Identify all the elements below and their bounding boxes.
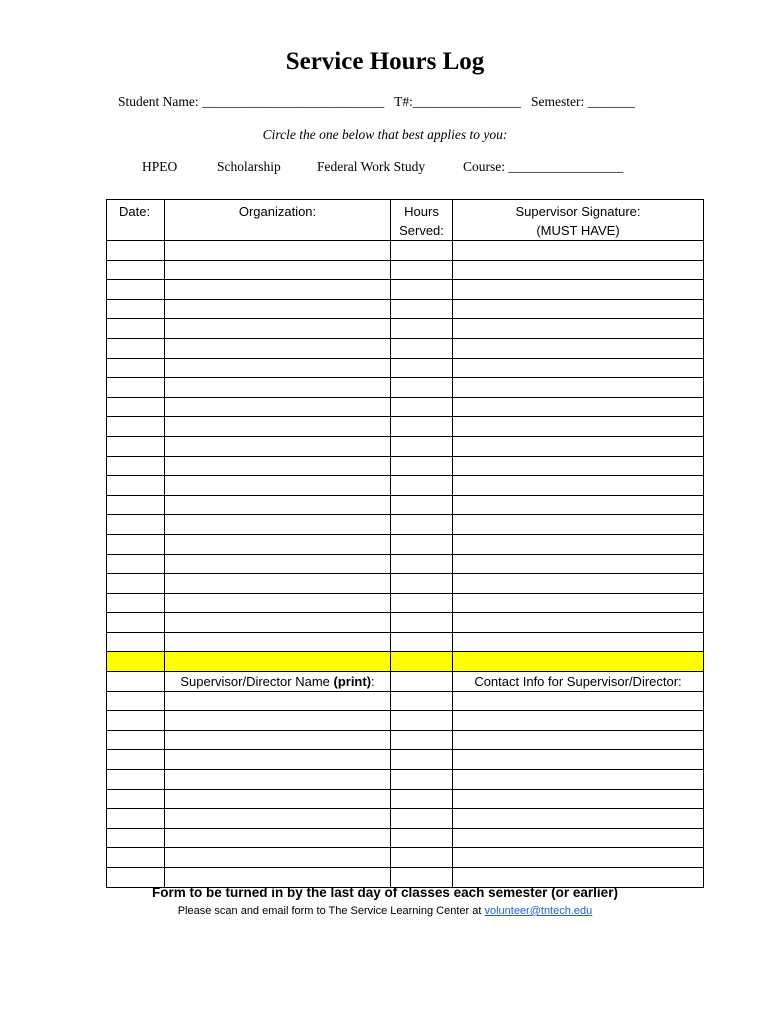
table-row (107, 319, 704, 339)
hours-served-column-header: Hours Served: (391, 200, 453, 241)
date-cell[interactable] (107, 299, 165, 319)
email-link[interactable]: volunteer@tntech.edu (484, 905, 593, 917)
organization-cell[interactable] (165, 848, 391, 868)
organization-cell[interactable] (165, 476, 391, 496)
organization-cell[interactable] (165, 436, 391, 456)
option-hpeo[interactable]: HPEO (142, 159, 178, 174)
date-cell[interactable] (107, 750, 165, 770)
signature-cell[interactable] (453, 789, 704, 809)
supervisor-name-header: Supervisor/Director Name (print): (165, 672, 391, 692)
signature-cell[interactable] (453, 397, 704, 417)
table-row (107, 613, 704, 633)
submission-note (0, 905, 770, 917)
organization-cell[interactable] (165, 515, 391, 535)
page-title: Service Hours Log (285, 48, 485, 75)
date-cell[interactable] (107, 319, 165, 339)
date-cell[interactable] (107, 495, 165, 515)
option-federal-work-study[interactable]: Federal Work Study (317, 159, 426, 174)
organization-cell[interactable] (165, 397, 391, 417)
organization-cell[interactable] (165, 828, 391, 848)
date-cell[interactable] (107, 770, 165, 790)
hours-cell[interactable] (391, 280, 453, 300)
date-cell[interactable] (107, 417, 165, 437)
signature-cell[interactable] (453, 436, 704, 456)
signature-cell[interactable] (453, 730, 704, 750)
organization-cell[interactable] (165, 358, 391, 378)
table-row (107, 378, 704, 398)
organization-cell[interactable] (165, 613, 391, 633)
table-row (107, 691, 704, 711)
table-row (107, 770, 704, 790)
signature-cell[interactable] (453, 515, 704, 535)
hours-cell[interactable] (391, 632, 453, 652)
signature-cell[interactable] (453, 358, 704, 378)
signature-cell[interactable] (453, 338, 704, 358)
signature-cell[interactable] (453, 554, 704, 574)
submission-note-text: Please scan and email form to The Service Learning Center at (177, 905, 485, 917)
hours-cell[interactable] (391, 241, 453, 261)
hours-cell[interactable] (391, 750, 453, 770)
signature-cell[interactable] (453, 574, 704, 594)
hours-cell[interactable] (391, 789, 453, 809)
organization-cell[interactable] (165, 417, 391, 437)
table-row (107, 280, 704, 300)
hours-cell[interactable] (391, 770, 453, 790)
table-row (107, 260, 704, 280)
organization-cell[interactable] (165, 554, 391, 574)
organization-cell[interactable] (165, 260, 391, 280)
signature-cell[interactable] (453, 495, 704, 515)
date-cell[interactable] (107, 241, 165, 261)
date-cell[interactable] (107, 534, 165, 554)
signature-cell[interactable] (453, 613, 704, 633)
table-row (107, 828, 704, 848)
circle-instruction: Circle the one below that best applies to you: (262, 127, 508, 142)
signature-cell[interactable] (453, 319, 704, 339)
date-cell[interactable] (107, 397, 165, 417)
table-row (107, 241, 704, 261)
hours-cell[interactable] (391, 417, 453, 437)
date-cell[interactable] (107, 260, 165, 280)
signature-cell[interactable] (453, 593, 704, 613)
organization-cell[interactable] (165, 280, 391, 300)
organization-cell[interactable] (165, 770, 391, 790)
hours-cell (391, 672, 453, 692)
table-row (107, 809, 704, 829)
organization-cell[interactable] (165, 574, 391, 594)
signature-cell[interactable] (453, 828, 704, 848)
table-row (107, 574, 704, 594)
date-cell (107, 652, 165, 672)
table-row (107, 848, 704, 868)
hours-cell[interactable] (391, 515, 453, 535)
hours-cell[interactable] (391, 691, 453, 711)
organization-cell[interactable] (165, 730, 391, 750)
hours-cell (391, 652, 453, 672)
table-row (107, 534, 704, 554)
signature-cell[interactable] (453, 750, 704, 770)
table-row (107, 495, 704, 515)
hours-cell[interactable] (391, 260, 453, 280)
organization-cell[interactable] (165, 319, 391, 339)
table-row (107, 417, 704, 437)
table-row (107, 436, 704, 456)
student-info-fields[interactable]: Student Name: ___________________________ T#:________________ Semester: _______ (118, 94, 635, 109)
hours-cell[interactable] (391, 711, 453, 731)
service-hours-table (106, 199, 704, 888)
date-cell[interactable] (107, 436, 165, 456)
option-course[interactable]: Course: _________________ (463, 159, 624, 174)
table-row (107, 515, 704, 535)
signature-cell[interactable] (453, 299, 704, 319)
table-row (107, 554, 704, 574)
date-cell[interactable] (107, 809, 165, 829)
organization-cell[interactable] (165, 299, 391, 319)
date-cell[interactable] (107, 456, 165, 476)
date-cell[interactable] (107, 358, 165, 378)
signature-cell[interactable] (453, 691, 704, 711)
table-row (107, 730, 704, 750)
table-row (107, 750, 704, 770)
date-cell[interactable] (107, 613, 165, 633)
signature-cell[interactable] (453, 260, 704, 280)
table-row (107, 358, 704, 378)
hours-cell[interactable] (391, 809, 453, 829)
hours-cell[interactable] (391, 319, 453, 339)
organization-cell[interactable] (165, 534, 391, 554)
signature-cell[interactable] (453, 770, 704, 790)
date-cell[interactable] (107, 848, 165, 868)
date-cell[interactable] (107, 789, 165, 809)
hours-cell[interactable] (391, 476, 453, 496)
organization-cell[interactable] (165, 495, 391, 515)
hours-cell[interactable] (391, 574, 453, 594)
signature-cell[interactable] (453, 848, 704, 868)
date-cell[interactable] (107, 730, 165, 750)
supervisor-signature-column-header: Supervisor Signature: (MUST HAVE) (453, 200, 704, 241)
signature-cell[interactable] (453, 417, 704, 437)
hours-cell[interactable] (391, 378, 453, 398)
date-cell[interactable] (107, 280, 165, 300)
organization-cell[interactable] (165, 750, 391, 770)
organization-cell[interactable] (165, 593, 391, 613)
date-column-header: Date: (107, 200, 165, 241)
organization-cell[interactable] (165, 632, 391, 652)
organization-cell[interactable] (165, 338, 391, 358)
date-cell[interactable] (107, 691, 165, 711)
table-row (107, 456, 704, 476)
hours-cell[interactable] (391, 299, 453, 319)
hours-cell[interactable] (391, 456, 453, 476)
signature-cell[interactable] (453, 378, 704, 398)
table-row (107, 632, 704, 652)
hours-cell[interactable] (391, 397, 453, 417)
signature-cell[interactable] (453, 280, 704, 300)
hours-cell[interactable] (391, 338, 453, 358)
hours-cell[interactable] (391, 495, 453, 515)
organization-cell[interactable] (165, 789, 391, 809)
signature-cell[interactable] (453, 456, 704, 476)
table-row (107, 593, 704, 613)
hours-cell[interactable] (391, 730, 453, 750)
date-cell[interactable] (107, 378, 165, 398)
date-cell[interactable] (107, 711, 165, 731)
hours-cell[interactable] (391, 848, 453, 868)
date-cell[interactable] (107, 574, 165, 594)
date-cell[interactable] (107, 632, 165, 652)
organization-cell[interactable] (165, 809, 391, 829)
date-cell[interactable] (107, 554, 165, 574)
deadline-note: Form to be turned in by the last day of classes each semester (or earlier) (152, 885, 618, 900)
organization-cell (165, 652, 391, 672)
hours-cell[interactable] (391, 534, 453, 554)
table-row (107, 789, 704, 809)
date-cell[interactable] (107, 476, 165, 496)
signature-cell[interactable] (453, 809, 704, 829)
signature-cell[interactable] (453, 632, 704, 652)
date-cell[interactable] (107, 828, 165, 848)
signature-cell[interactable] (453, 476, 704, 496)
hours-cell[interactable] (391, 828, 453, 848)
table-row (107, 476, 704, 496)
date-cell[interactable] (107, 515, 165, 535)
signature-cell[interactable] (453, 534, 704, 554)
highlighted-separator-row (107, 652, 704, 672)
hours-cell[interactable] (391, 436, 453, 456)
organization-cell[interactable] (165, 241, 391, 261)
organization-cell[interactable] (165, 378, 391, 398)
organization-cell[interactable] (165, 691, 391, 711)
signature-cell (453, 652, 704, 672)
date-cell[interactable] (107, 593, 165, 613)
organization-column-header: Organization: (165, 200, 391, 241)
organization-cell[interactable] (165, 711, 391, 731)
contact-info-header: Contact Info for Supervisor/Director: (453, 672, 704, 692)
table-row (107, 397, 704, 417)
date-cell (107, 672, 165, 692)
signature-cell[interactable] (453, 241, 704, 261)
option-scholarship[interactable]: Scholarship (217, 159, 281, 174)
signature-cell[interactable] (453, 711, 704, 731)
organization-cell[interactable] (165, 456, 391, 476)
table-row (107, 338, 704, 358)
hours-cell[interactable] (391, 554, 453, 574)
hours-cell[interactable] (391, 358, 453, 378)
supervisor-info-header-row (107, 672, 704, 692)
hours-cell[interactable] (391, 593, 453, 613)
table-row (107, 299, 704, 319)
table-header-row (107, 200, 704, 241)
date-cell[interactable] (107, 338, 165, 358)
hours-cell[interactable] (391, 613, 453, 633)
table-row (107, 711, 704, 731)
